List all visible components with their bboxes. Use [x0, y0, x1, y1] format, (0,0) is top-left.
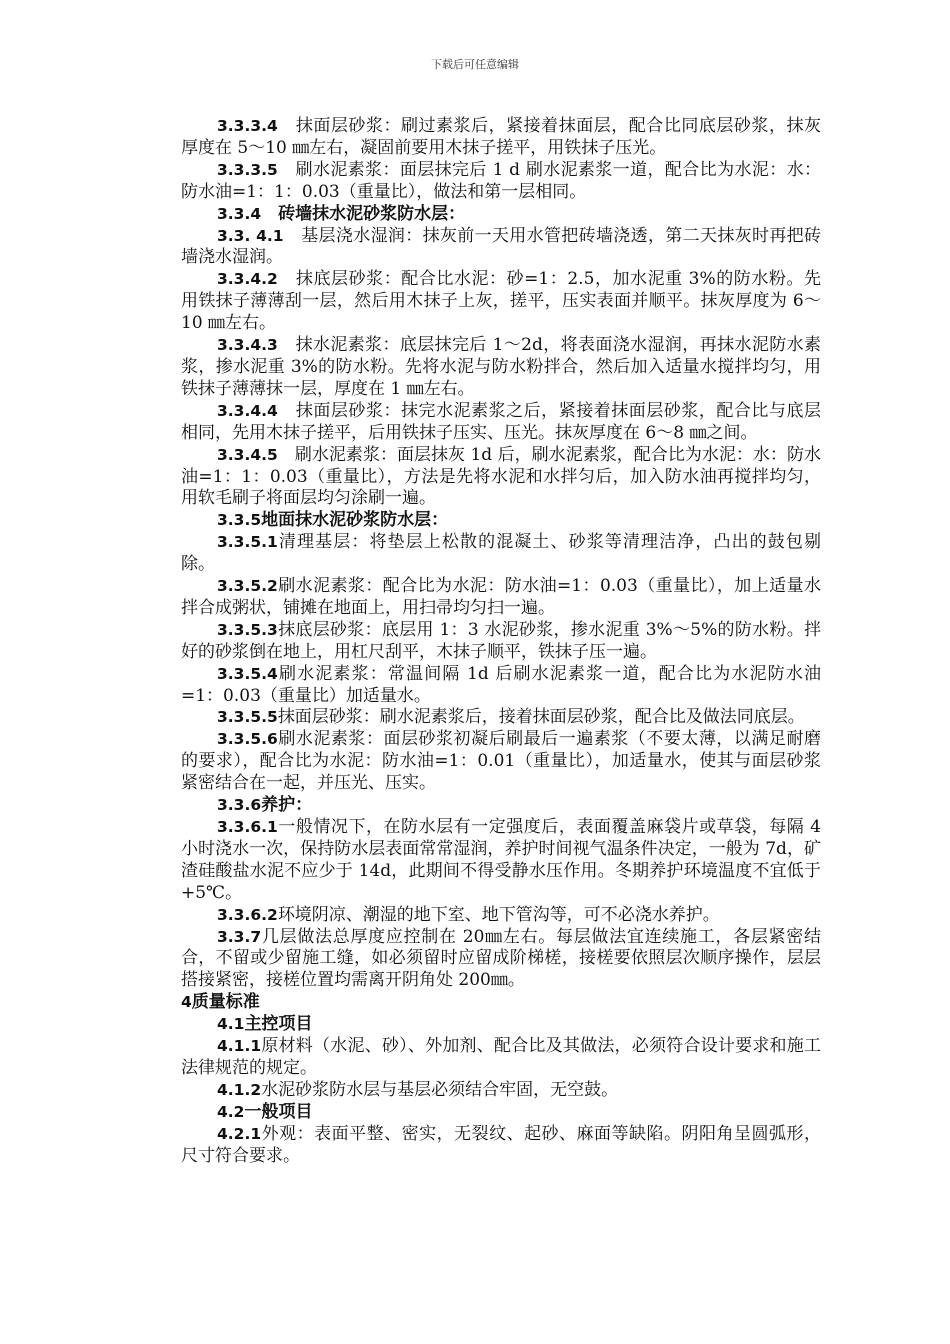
paragraph-text: 抹面层砂浆：刷水泥素浆后，接着抹面层砂浆，配合比及做法同底层。: [277, 707, 805, 728]
section-heading: 主控项目: [244, 1014, 313, 1035]
paragraph-11: [181, 576, 821, 620]
section-number: 3.3.5: [217, 511, 262, 530]
section-number: 3.3.6.2: [217, 905, 278, 924]
section-heading: 质量标准: [191, 992, 260, 1013]
paragraph-text: 基层浇水湿润：抹灰前一天用水管把砖墙浇透，第二天抹灰时再把砖墙浇水湿润。: [181, 225, 822, 268]
section-number: 3.3.5.2: [217, 577, 278, 596]
section-heading: 养护：: [261, 795, 313, 816]
paragraph-text: 刷水泥素浆：面层抹灰 1d 后，刷水泥素浆，配合比为水泥：水：防水油=1：1：0.03（重量比），方法是先将水泥和水拌匀后，加入防水油再搅拌均匀，用软毛刷子将面层均匀涂刷一遍。: [181, 444, 821, 509]
section-heading: 地面抹水泥砂浆防水层：: [261, 510, 449, 531]
section-heading: 砖墙抹水泥砂浆防水层：: [261, 203, 466, 224]
paragraph-20: [181, 992, 821, 1014]
paragraph-15: [181, 729, 821, 795]
paragraph-10: [181, 532, 821, 576]
paragraph-text: 抹底层砂浆：配合比水泥：砂=1：2.5，加水泥重 3%的防水粉。先用铁抹子薄薄刮一层，然后用木抹子上灰，搓平，压实表面并顺平。抹灰厚度为 6～10 ㎜左右。: [181, 269, 821, 334]
section-number: 3.3.6.1: [217, 818, 278, 836]
paragraph-text: 抹面层砂浆：刷过素浆后，紧接着抹面层，配合比同底层砂浆，抹灰厚度在 5～10 ㎜左右，凝固前要用木抹子搓平，用铁抹子压光。: [181, 116, 821, 158]
section-number: 3.3.5.3: [217, 620, 278, 639]
paragraph-3: [181, 204, 821, 226]
paragraph-text: 抹面层砂浆：抹完水泥素浆之后，紧接着抹面层砂浆，配合比与底层相同，先用木抹子搓平，后用铁抹子压实、压光。抹灰厚度在 6～8 ㎜之间。: [181, 400, 821, 443]
section-number: 4.1: [217, 1015, 245, 1034]
paragraph-16: [181, 795, 821, 817]
paragraph-text: 刷水泥素浆：常温间隔 1d 后刷水泥素浆一道，配合比为水泥防水油=1：0.03（重量比）加适量水。: [181, 663, 821, 706]
section-number: 4.2.1: [217, 1124, 262, 1143]
paragraph-text: 水泥砂浆防水层与基层必须结合牢固，无空鼓。: [261, 1079, 619, 1100]
section-number: 3.3.7: [217, 927, 262, 946]
paragraph-text: 刷水泥素浆：面层砂浆初凝后刷最后一遍素浆（不要太薄，以满足耐磨的要求），配合比为水泥：防水油=1：0.01（重量比），加适量水，使其与面层砂浆紧密结合在一起，并压光、压实。: [181, 729, 821, 794]
paragraph-21: [181, 1014, 821, 1036]
paragraph-text: 抹底层砂浆：底层用 1：3 水泥砂浆，掺水泥重 3%～5%的防水粉。拌好的砂浆倒在地上，用杠尺刮平，木抹子顺平，铁抹子压一遍。: [181, 619, 821, 662]
paragraph-22: [181, 1036, 821, 1080]
paragraph-6: [181, 335, 821, 401]
section-number: 3.3.3.5: [217, 160, 278, 179]
paragraph-14: [181, 707, 821, 729]
paragraph-1: [181, 116, 821, 160]
section-number: 3.3.4: [217, 204, 262, 223]
paragraph-4: [181, 226, 821, 270]
section-number: 3.3.5.1: [217, 533, 278, 552]
section-number: 3.3.4.2: [217, 270, 278, 289]
section-number: 3.3.6: [217, 796, 262, 815]
section-number: 3.3.3.4: [217, 117, 278, 135]
section-number: 4.1.2: [217, 1080, 262, 1099]
paragraph-text: 一般情况下，在防水层有一定强度后，表面覆盖麻袋片或草袋，每隔 4 小时浇水一次，保持防水层表面常常湿润，养护时间视气温条件决定，一般为 7d，矿渣硅酸盐水泥不应少于 14d，此期间不得受静水压作用。冬期养护环境温度不宜低于+5℃。: [181, 817, 821, 903]
paragraph-17: [181, 817, 821, 905]
paragraph-2: [181, 160, 821, 204]
section-number: 4: [181, 993, 192, 1012]
section-heading: 一般项目: [244, 1101, 313, 1122]
paragraph-8: [181, 445, 821, 511]
paragraph-text: 刷水泥素浆：面层抹完后 1 d 刷水泥素浆一道，配合比为水泥：水：防水油=1：1：0.03（重量比），做法和第一层相同。: [181, 159, 821, 202]
paragraph-text: 外观：表面平整、密实，无裂纹、起砂、麻面等缺陷。阴阳角呈圆弧形，尺寸符合要求。: [181, 1123, 821, 1166]
section-number: 4.2: [217, 1102, 245, 1121]
page-header: 下载后可任意编辑: [431, 58, 519, 71]
section-number: 3.3.4.3: [217, 336, 278, 355]
paragraph-24: [181, 1102, 821, 1124]
section-number: 4.1.1: [217, 1037, 262, 1056]
paragraph-text: 环境阴凉、潮湿的地下室、地下管沟等，可不必浇水养护。: [277, 904, 720, 925]
paragraph-13: [181, 664, 821, 708]
paragraph-7: [181, 401, 821, 445]
section-number: 3.3.5.5: [217, 708, 278, 727]
paragraph-text: 刷水泥素浆：配合比为水泥：防水油=1：0.03（重量比），加上适量水拌合成粥状，铺摊在地面上，用扫帚均匀扫一遍。: [181, 576, 821, 618]
section-number: 3.3.5.4: [217, 664, 278, 683]
section-number: 3.3.4.4: [217, 401, 278, 420]
section-number: 3.3.5.6: [217, 730, 278, 749]
paragraph-5: [181, 269, 821, 335]
paragraph-19: [181, 927, 821, 993]
paragraph-12: [181, 620, 821, 664]
paragraph-text: 清理基层：将垫层上松散的混凝土、砂浆等清理洁净，凸出的鼓包剔除。: [181, 532, 821, 575]
paragraph-23: [181, 1080, 821, 1102]
document-body: [181, 116, 821, 1168]
paragraph-9: [181, 510, 821, 532]
section-number: 3.3. 4.1: [217, 226, 284, 245]
paragraph-text: 抹水泥素浆：底层抹完后 1～2d，将表面浇水湿润，再抹水泥防水素浆，掺水泥重 3%的防水粉。先将水泥与防水粉拌合，然后加入适量水搅拌均匀，用铁抹子薄薄抹一层，厚度在 1 ㎜左右。: [181, 335, 821, 399]
paragraph-18: [181, 905, 821, 927]
section-number: 3.3.4.5: [217, 445, 278, 464]
paragraph-25: [181, 1124, 821, 1168]
paragraph-text: 几层做法总厚度应控制在 20㎜左右。每层做法宜连续施工，各层紧密结合，不留或少留施工缝，如必须留时应留成阶梯槎，接槎要依照层次顺序操作，层层搭接紧密，接槎位置均需离开阴角处 200㎜。: [181, 926, 821, 991]
paragraph-text: 原材料（水泥、砂）、外加剂、配合比及其做法，必须符合设计要求和施工法律规范的规定。: [181, 1036, 821, 1078]
